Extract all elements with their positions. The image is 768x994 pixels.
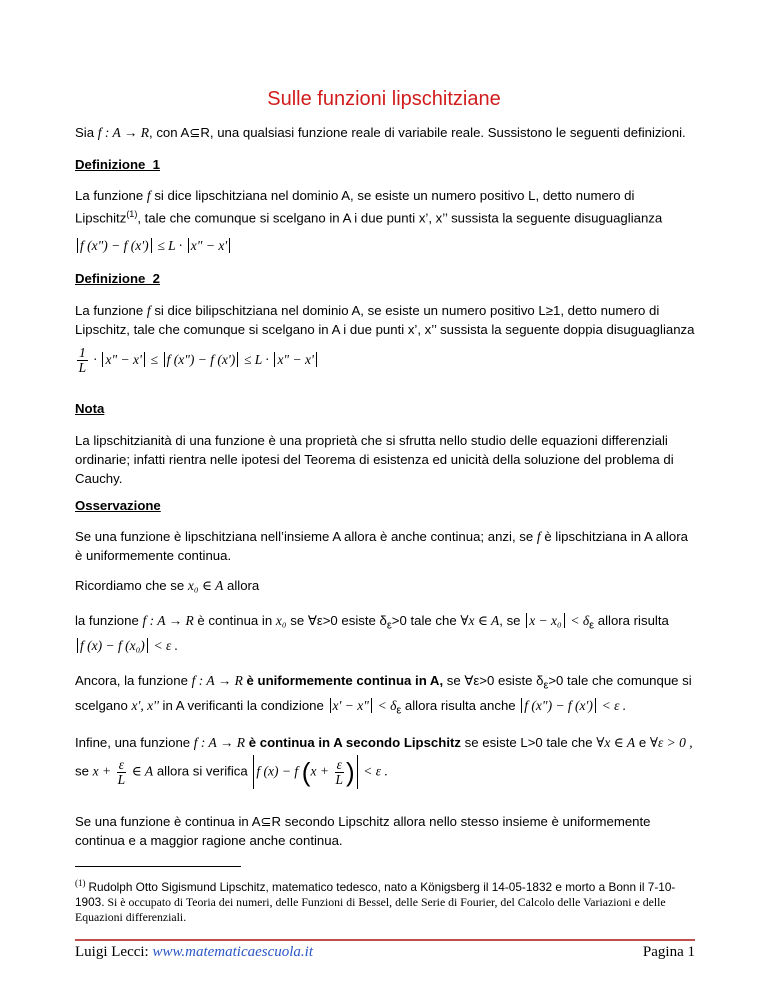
c-math2: ∀x ∈ A: [460, 613, 500, 628]
u3: >0 tale che comunque si: [548, 673, 692, 688]
oss-heading: Osservazione: [75, 498, 161, 513]
c-sub: ε: [386, 619, 392, 632]
def1-formula: [75, 236, 695, 255]
intro-text: Sia: [75, 125, 95, 140]
fn-text: Si è occupato di Teoria dei numeri, delle Funzioni di Bessel, delle Serie di Fourier, del Calcolo delle Variazioni e delle Equazioni differenziali.: [75, 894, 666, 924]
def2-text: [75, 301, 695, 339]
def2-f1: ·: [93, 351, 97, 367]
footer-author: Luigi Lecci:: [75, 944, 149, 960]
ric2: allora: [227, 578, 260, 593]
def1-t3: , tale che comunque si scelgano in A i due punti x’, x’’ sussista la seguente disuguaglianza: [137, 210, 663, 226]
def2-f3: ≤: [150, 351, 158, 367]
l5: allora si verifica: [156, 763, 248, 779]
continuity-def: [75, 611, 715, 655]
l-L: L: [117, 771, 126, 787]
page-number: Pagina 1: [642, 944, 695, 960]
def1-fc: x" − x': [190, 238, 228, 253]
u-m3: f (x") − f (x'): [524, 697, 593, 713]
def1-t2: si dice lipschitziana nel dominio A, se esiste un numero positivo L, detto numero di Lipschitz: [75, 188, 635, 226]
intro-math: f : A → R: [97, 125, 149, 140]
c-math3: x − x₀: [529, 613, 562, 628]
l-m2: ∀ε > 0 ,: [649, 735, 693, 750]
fn-sup: (1): [75, 878, 86, 888]
l-x2: x +: [310, 763, 329, 779]
def2-formula: [75, 346, 695, 375]
l-math: f : A → R: [193, 735, 246, 750]
ric-math: x₀ ∈ A: [187, 578, 224, 593]
def1-heading: Definizione_1: [75, 157, 161, 172]
fn-intro: Rudolph Otto Sigismund Lipschitz, matematico tedesco, nato a Königsberg il 14-05-1832 e morto a Bonn il 7-10-1903.: [75, 879, 676, 909]
def1-text: [75, 186, 695, 227]
l-bold: è continua in A secondo Lipschitz: [248, 735, 461, 750]
page-title: Sulle funzioni lipschitziane: [267, 88, 501, 110]
l4: se: [75, 763, 89, 779]
l-x: x +: [92, 763, 112, 779]
u-xx: x', x'': [131, 697, 159, 713]
intro-paragraph: [75, 123, 695, 142]
u-sub2: ε: [396, 704, 402, 717]
l-L2: L: [335, 771, 344, 787]
l-m1: ∀x ∈ A: [596, 735, 636, 750]
c-sub2: ε: [589, 619, 595, 632]
final-paragraph: Se una funzione è continua in A⊆R secondo Lipschitz allora nello stesso insieme è uniformemente continua e a maggior ragione anche continua.: [75, 814, 651, 848]
recall-line: [75, 576, 695, 595]
c-math4: < δ: [570, 613, 590, 628]
c1: la funzione: [75, 613, 139, 628]
def1-t1: La funzione: [75, 188, 144, 203]
intro-text-2: , con A⊆R, una qualsiasi funzione reale di variabile reale. Sussistono le seguenti definizioni.: [149, 125, 686, 140]
uniform-def: [75, 671, 715, 720]
u2: se ∀ε>0 esiste δ: [446, 673, 544, 688]
ric1: Ricordiamo che se: [75, 578, 185, 593]
def1-f: f: [146, 188, 151, 203]
oss-f: f: [536, 529, 541, 544]
c-math5: f (x) − f (x₀): [80, 637, 145, 653]
u-m4: < ε .: [601, 697, 627, 713]
oss-t2: è lipschitziana in A allora è uniformemente continua.: [75, 529, 688, 563]
u6: allora risulta anche: [404, 697, 516, 713]
u-bold: è uniformemente continua in A,: [246, 673, 444, 688]
def2-f2: x" − x': [105, 351, 142, 367]
c6: allora risulta: [597, 613, 669, 628]
c2: è continua in: [197, 613, 273, 628]
def2-f6: x" − x': [277, 351, 314, 367]
l3: e: [638, 735, 647, 750]
frac-den: L: [78, 360, 87, 375]
oss-text: [75, 527, 695, 565]
footer-divider: [75, 939, 695, 941]
def2-heading: Definizione_2: [75, 271, 161, 286]
def2-f5: ≤ L ·: [243, 351, 269, 367]
l2: se esiste L>0 tale che: [464, 735, 593, 750]
def2-f: f: [146, 303, 151, 318]
l-f1: f (x) − f: [256, 763, 299, 779]
l-in: ∈ A: [131, 763, 154, 779]
l-eps2: ε: [336, 756, 342, 772]
footnote: [75, 876, 695, 925]
footer: [75, 944, 695, 961]
lipschitz-condition: se x + $\frac{\varepsilon}{L}$ ∈ A allora si verifica f (x) − f (x + $\frac{\varepsilon}{L}$ ) < ε .: [75, 756, 388, 787]
lipschitz-continuity-def: [75, 733, 715, 752]
c5: , se: [499, 613, 521, 628]
frac-num: 1: [79, 345, 86, 360]
def2-f4: f (x") − f (x'): [166, 351, 236, 367]
nota-heading: Nota: [75, 401, 105, 416]
l-lt: < ε .: [363, 763, 388, 779]
nota-text: La lipschitzianità di una funzione è una proprietà che si sfrutta nello studio delle equazioni differenziali ordinarie; infatti rientra nelle ipotesi del Teorema di esistenza ed unicità della soluzione del problema di Cauchy.: [75, 433, 674, 486]
def2-t1: La funzione: [75, 303, 144, 318]
l1: Infine, una funzione: [75, 735, 191, 750]
c-math: f : A → R: [142, 613, 194, 628]
u-sub: ε: [543, 679, 549, 692]
l-eps: ε: [118, 756, 125, 772]
u4: scelgano: [75, 697, 128, 713]
oss-t1: Se una funzione è lipschitziana nell’insieme A allora è anche continua; anzi, se: [75, 529, 534, 544]
c-math6: < ε .: [153, 637, 179, 653]
c3: se ∀ε>0 esiste δ: [290, 613, 387, 628]
u1: Ancora, la funzione: [75, 673, 188, 688]
footer-site-link[interactable]: www.matematicaescuola.it: [152, 944, 314, 960]
def1-fa: f (x") − f (x'): [80, 238, 149, 253]
footnote-ref: (1): [126, 209, 138, 219]
footnote-divider: [75, 866, 241, 867]
def1-fb: ≤ L ·: [157, 238, 183, 253]
u5: in A verificanti la condizione: [162, 697, 324, 713]
c4: >0 tale che: [391, 613, 457, 628]
def2-t2: si dice bilipschitziana nel dominio A, se esiste un numero positivo L≥1, detto numero di Lipschitz, tale che comunque si scelgano in A i due punti x’, x’’ sussista la seguente doppia disuguaglianza: [75, 303, 695, 337]
c-x0: x₀: [275, 613, 287, 628]
u-m1: x' − x": [332, 697, 369, 713]
u-m2: < δ: [377, 697, 397, 713]
u-math: f : A → R: [191, 673, 243, 688]
